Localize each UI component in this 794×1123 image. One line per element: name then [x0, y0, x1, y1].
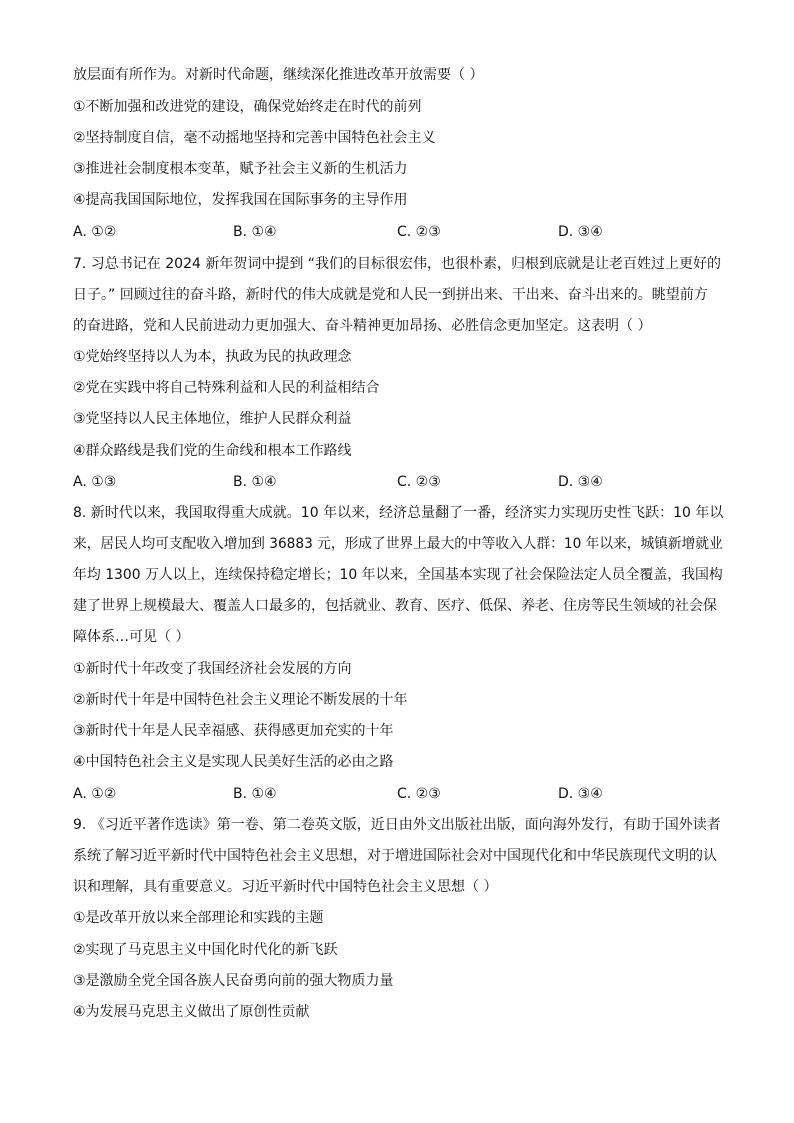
q7-stem-line-2: 日子。” 回顾过往的奋斗路，新时代的伟大成就是党和人民一到拼出来、干出来、奋斗出来的。眺望前方: [73, 287, 708, 303]
q9-statement-2: ②实现了马克思主义中国化时代化的新飞跃: [73, 942, 338, 958]
q9-stem-line-2: 系统了解习近平新时代中国特色社会主义思想，对于增进国际社会对中国现代化和中华民族现代文明的认: [73, 848, 717, 864]
q8-option-a: A. ①②: [73, 786, 117, 802]
q8-stem-line-4: 建了世界上规模最大、覆盖人口最多的，包括就业、教育、医疗、低保、养老、住房等民生领域的社会保: [73, 598, 717, 614]
q6-option-c: C. ②③: [397, 224, 441, 240]
q8-stem-line-5: 障体系…可见（ ）: [73, 629, 190, 645]
q8-statement-1: ①新时代十年改变了我国经济社会发展的方向: [73, 661, 352, 677]
q8-statement-3: ③新时代十年是人民幸福感、获得感更加充实的十年: [73, 723, 394, 739]
q9-statement-3: ③是激励全党全国各族人民奋勇向前的强大物质力量: [73, 973, 394, 989]
q8-option-c: C. ②③: [397, 786, 441, 802]
q9-statement-4: ④为发展马克思主义做出了原创性贡献: [73, 1004, 310, 1020]
q6-option-a: A. ①②: [73, 224, 117, 240]
q6-statement-4: ④提高我国国际地位，发挥我国在国际事务的主导作用: [73, 192, 408, 208]
q8-stem-line-2: 来，居民人均可支配收入增加到 36883 元，形成了世界上最大的中等收入人群：10 年以来，城镇新增就业: [73, 536, 723, 552]
q6-option-b: B. ①④: [233, 224, 277, 240]
q8-options: [73, 783, 723, 805]
q6-statement-1: ①不断加强和改进党的建设，确保党始终走在时代的前列: [73, 99, 422, 115]
q9-stem-line-3: 识和理解，具有重要意义。习近平新时代中国特色社会主义思想（ ）: [73, 879, 498, 895]
q7-statement-1: ①党始终坚持以人为本，执政为民的执政理念: [73, 349, 352, 365]
q7-statement-4: ④群众路线是我们党的生命线和根本工作路线: [73, 443, 352, 459]
q6-stem-tail: 放层面有所作为。对新时代命题，继续深化推进改革开放需要（ ）: [73, 67, 484, 83]
q6-options: [73, 221, 723, 243]
q6-statement-3: ③推进社会制度根本变革，赋予社会主义新的生机活力: [73, 161, 408, 177]
q7-option-c: C. ②③: [397, 474, 441, 490]
q7-statement-2: ②党在实践中将自己特殊利益和人民的利益相结合: [73, 380, 380, 396]
q8-statement-2: ②新时代十年是中国特色社会主义理论不断发展的十年: [73, 692, 408, 708]
q7-options: [73, 471, 723, 493]
q9-stem-line-1: 9. 《习近平著作选读》第一卷、第二卷英文版，近日由外文出版社出版，面向海外发行，有助于国外读者: [73, 817, 721, 833]
q6-option-d: D. ③④: [558, 224, 603, 240]
q8-option-b: B. ①④: [233, 786, 277, 802]
q7-stem-line-1: 7. 习总书记在 2024 新年贺词中提到 “我们的目标很宏伟，也很朴素，归根到底就是让老百姓过上更好的: [73, 256, 722, 272]
q7-option-b: B. ①④: [233, 474, 277, 490]
q8-statement-4: ④中国特色社会主义是实现人民美好生活的必由之路: [73, 754, 394, 770]
q6-statement-2: ②坚持制度自信，毫不动摇地坚持和完善中国特色社会主义: [73, 130, 436, 146]
q8-stem-line-3: 年均 1300 万人以上，连续保持稳定增长；10 年以来，全国基本实现了社会保险法定人员全覆盖，我国构: [73, 567, 723, 583]
q7-option-a: A. ①③: [73, 474, 117, 490]
q8-stem-line-1: 8. 新时代以来，我国取得重大成就。10 年以来，经济总量翻了一番，经济实力实现历史性飞跃：10 年以: [73, 505, 724, 521]
q7-stem-line-3: 的奋进路，党和人民前进动力更加强大、奋斗精神更加昂扬、必胜信念更加坚定。这表明（ ）: [73, 318, 652, 334]
q8-option-d: D. ③④: [558, 786, 603, 802]
q9-statement-1: ①是改革开放以来全部理论和实践的主题: [73, 910, 324, 926]
q7-statement-3: ③党坚持以人民主体地位，维护人民群众利益: [73, 411, 352, 427]
q7-option-d: D. ③④: [558, 474, 603, 490]
